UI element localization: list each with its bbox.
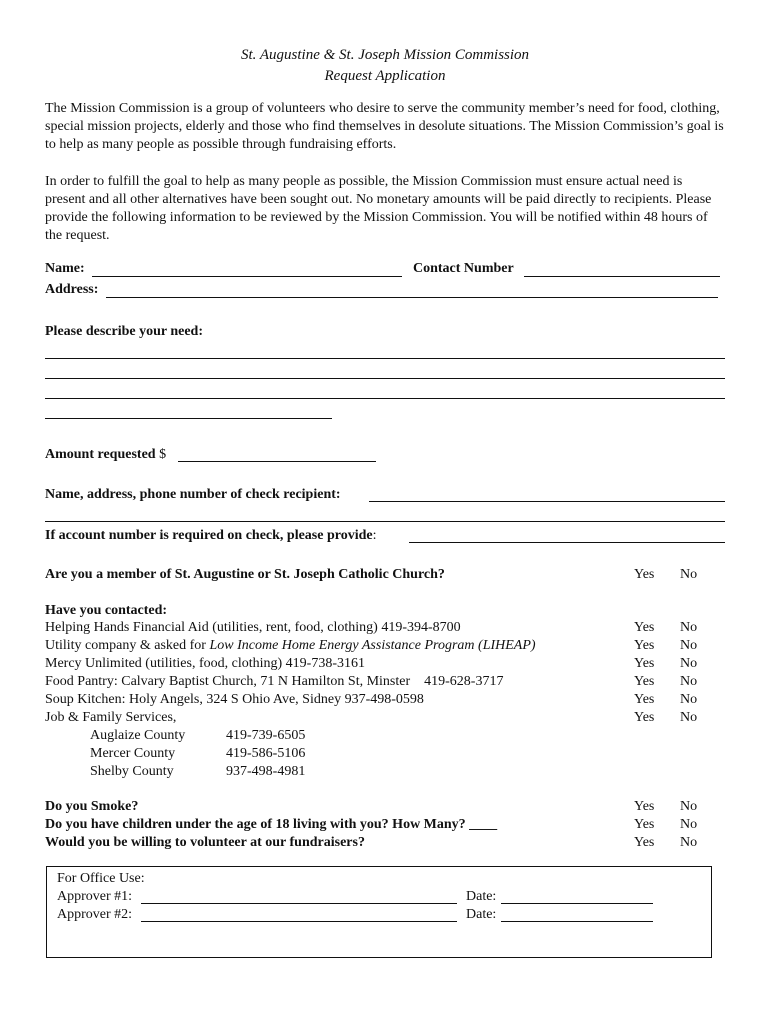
need-line-2[interactable] xyxy=(45,378,725,379)
approver-1-date-label: Date: xyxy=(466,889,497,904)
mercy-yes[interactable]: Yes xyxy=(634,656,655,671)
contact-number-field[interactable] xyxy=(524,276,720,277)
account-colon: : xyxy=(372,528,377,543)
form-title: St. Augustine & St. Joseph Mission Commission xyxy=(240,47,530,63)
children-question: Do you have children under the age of 18 living with you? How Many? ____ xyxy=(45,817,498,832)
helping-hands-yes[interactable]: Yes xyxy=(634,620,655,635)
intro-paragraph-1: The Mission Commission is a group of volunteers who desire to serve the community member’s need for food, clothing, special mission projects, elderly and those who find themselves in desolute situations. The Mission Commission’s goal is to help as many people as possible through fundraising efforts. xyxy=(45,101,724,152)
approver-1-label: Approver #1: xyxy=(57,889,133,904)
contacted-item-utility xyxy=(45,638,536,654)
need-label: Please describe your need: xyxy=(45,324,203,339)
smoke-yes[interactable]: Yes xyxy=(634,799,655,814)
approver-1-field[interactable] xyxy=(141,903,457,904)
account-label: If account number is required on check, please provide xyxy=(45,528,373,543)
amount-label: Amount requested xyxy=(45,447,156,462)
smoke-question: Do you Smoke? xyxy=(45,799,139,814)
county-phone: 419-586-5106 xyxy=(226,746,306,761)
county-phone: 419-739-6505 xyxy=(226,728,306,743)
county-name: Mercer County xyxy=(90,746,176,761)
amount-field[interactable] xyxy=(178,461,376,462)
contacted-item-helping-hands: Helping Hands Financial Aid (utilities, rent, food, clothing) 419-394-8700 xyxy=(45,620,461,635)
utility-text: Utility company & asked for xyxy=(45,638,210,653)
recipient-label: Name, address, phone number of check recipient: xyxy=(45,487,341,502)
food-pantry-yes[interactable]: Yes xyxy=(634,674,655,689)
recipient-field-line-2[interactable] xyxy=(45,521,725,522)
volunteer-question: Would you be willing to volunteer at our fundraisers? xyxy=(45,835,365,850)
job-family-yes[interactable]: Yes xyxy=(634,710,655,725)
liheap-program-name: Low Income Home Energy Assistance Program (LIHEAP) xyxy=(209,638,536,653)
volunteer-no[interactable]: No xyxy=(680,835,698,850)
children-yes[interactable]: Yes xyxy=(634,817,655,832)
approver-2-date-field[interactable] xyxy=(501,921,653,922)
office-use-box xyxy=(46,866,712,958)
approver-2-label: Approver #2: xyxy=(57,907,133,922)
contacted-item-mercy: Mercy Unlimited (utilities, food, clothing) 419-738-3161 xyxy=(45,656,366,671)
utility-no[interactable]: No xyxy=(680,638,698,653)
office-use-heading: For Office Use: xyxy=(57,871,145,886)
member-yes-option[interactable]: Yes xyxy=(634,567,655,582)
recipient-field[interactable] xyxy=(369,501,725,502)
address-label: Address: xyxy=(45,282,99,297)
contacted-item-soup-kitchen: Soup Kitchen: Holy Angels, 324 S Ohio Ave, Sidney 937-498-0598 xyxy=(45,692,424,707)
soup-kitchen-no[interactable]: No xyxy=(680,692,698,707)
member-question: Are you a member of St. Augustine or St. Joseph Catholic Church? xyxy=(45,567,445,582)
need-line-4[interactable] xyxy=(45,418,332,419)
county-name: Shelby County xyxy=(90,764,174,779)
soup-kitchen-yes[interactable]: Yes xyxy=(634,692,655,707)
need-line-3[interactable] xyxy=(45,398,725,399)
contacted-item-food-pantry: Food Pantry: Calvary Baptist Church, 71 N Hamilton St, Minster 419-628-3717 xyxy=(45,674,504,689)
food-pantry-no[interactable]: No xyxy=(680,674,698,689)
address-field[interactable] xyxy=(106,297,718,298)
approver-1-date-field[interactable] xyxy=(501,903,653,904)
name-label: Name: xyxy=(45,261,85,276)
account-field[interactable] xyxy=(409,542,725,543)
amount-currency: $ xyxy=(159,447,167,462)
need-line-1[interactable] xyxy=(45,358,725,359)
contacted-heading: Have you contacted: xyxy=(45,603,168,618)
volunteer-yes[interactable]: Yes xyxy=(634,835,655,850)
approver-2-date-label: Date: xyxy=(466,907,497,922)
member-no-option[interactable]: No xyxy=(680,567,698,582)
utility-yes[interactable]: Yes xyxy=(634,638,655,653)
children-no[interactable]: No xyxy=(680,817,698,832)
job-family-no[interactable]: No xyxy=(680,710,698,725)
helping-hands-no[interactable]: No xyxy=(680,620,698,635)
contacted-item-job-family: Job & Family Services, xyxy=(45,710,177,725)
intro-paragraph-2: In order to fulfill the goal to help as many people as possible, the Mission Commission must ensure actual need is present and all other alternatives have been sought out. No monetary amounts will be paid directly to recipients. Please provide the following information to be reviewed by the Mission Commission. You will be notified within 48 hours of the request. xyxy=(45,174,712,243)
form-subtitle: Request Application xyxy=(324,68,446,84)
name-field[interactable] xyxy=(92,276,402,277)
mercy-no[interactable]: No xyxy=(680,656,698,671)
approver-2-field[interactable] xyxy=(141,921,457,922)
smoke-no[interactable]: No xyxy=(680,799,698,814)
county-phone: 937-498-4981 xyxy=(226,764,306,779)
contact-number-label: Contact Number xyxy=(413,261,514,276)
county-name: Auglaize County xyxy=(90,728,186,743)
